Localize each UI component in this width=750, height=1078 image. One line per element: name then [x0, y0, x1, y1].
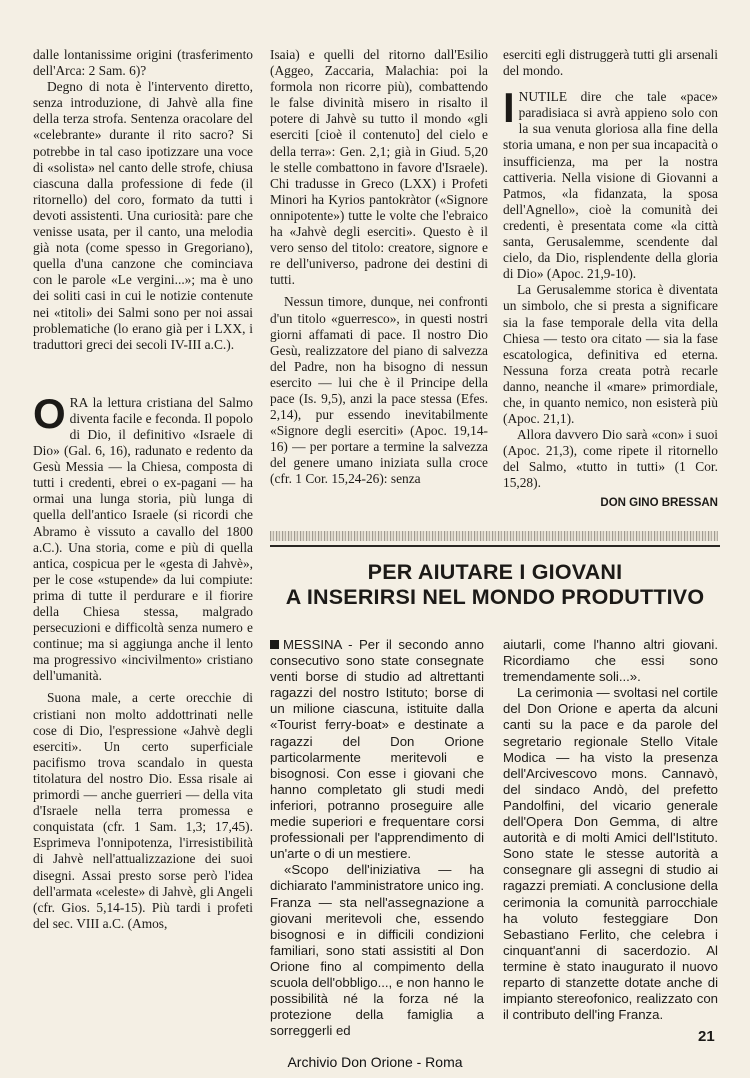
- news-headline: [270, 560, 720, 610]
- author-signature: DON GINO BRESSAN: [600, 496, 718, 509]
- paragraph: Suona male, a certe orecchie di cristiani non molto addottrinati nelle cose di Dio, l'espressione «Jahvè degli eserciti». Un certo superficiale pacifismo trova scandalo in questa titolatura del nostro Dio. Essa risale ai primordi — anche guerrieri — della vita d'Israele nella terra promessa e conquistata (cfr. 1 Sam. 1,3; 17,45). Esprimeva l'onnipotenza, l'irresistibilità di Jahvè nell'attualizzazione dei suoi disegni. Assai presto sorse però l'idea dell'armata «celeste» di Jahvè, gli Angeli (cfr. Gios. 5,14-15). Più tardi i profeti del sec. VIII a.C. (Amos,: [33, 690, 253, 931]
- headline-line-1: PER AIUTARE I GIOVANI: [367, 560, 623, 584]
- news-column-right: [503, 637, 718, 1023]
- paragraph-text: MESSINA - Per il secondo anno consecutivo sono state consegnate venti borse di studio ad altrettanti ragazzi del nostro Istituto; borse di un milione ciascuna, istituite dalla «Tourist ferry-boat» e destinate a ragazzi del Don Orione particolarmente meritevoli e bisognosi. Con esse i giovani che hanno completato gli studi medi inferiori, potranno proseguire alle medie superiori e frequentare corsi professionali per l'apprendimento di un'arte o di un mestiere.: [270, 637, 484, 862]
- drop-cap: O: [33, 389, 66, 437]
- paragraph: Isaia) e quelli del ritorno dall'Esilio (Aggeo, Zaccaria, Malachia: poi la formola non ricorre più), combattendo le false divinità misero in risalto il potere di Jahvè su tutto il mondo «gli eserciti [cioè il contenuto] del cielo e della terra»: Gen. 2,1; già in Giud. 5,20 le stelle combattono in favore d'Israele). Chi tradusse in Greco (LXX) i Profeti Minori ha Kyrios pantokràtor («Signore onnipotente») tutte le volte che l'ebraico ha «Jahvè degli eserciti». Questo è il vero senso del titolo: creatore, signore e re dell'universo, padrone dei destini di tutti.: [270, 47, 488, 288]
- paragraph-text: RA la lettura cristiana del Salmo diventa facile e feconda. Il popolo di Dio, il definitivo «Israele di Dio» (Gal. 6, 16), radunato e redento da Gesù Messia — la Chiesa, composta di tutti i credenti, ebrei o ex-pagani — ha ormai una lunga storia, più lunga di quella dell'antico Israele (si ricordi che Abramo è vissuto a cavallo del 1800 a.C.). Una storia, come e più di quella antica, cospicua per le «gesta di Jahvè», per le cose «stupende» da lui compiute: prima di tutte il perdurare e il fiorire della Chiesa stessa, malgrado persecuzioni e difficoltà senza numero e continue; ma si aggiunga anche il lento ma progressivo «incivilmento» cristiano dell'umanità.: [33, 394, 253, 684]
- divider-rule: [270, 545, 720, 547]
- paragraph: La Gerusalemme storica è diventata un simbolo, che si presta a significare sia la fase temporale della vita della Chiesa — testo ora citato — sia la fase escatologica, definitiva ed eterna. Nessuna forza creata potrà recarle danno, neanche il «mare» primordiale, che, in quanto nemico, non esisterà più (Apoc. 21,1).: [503, 282, 718, 427]
- archive-footer: Archivio Don Orione - Roma: [287, 1054, 463, 1070]
- section-lead: [503, 84, 718, 282]
- section-lead: [33, 389, 253, 685]
- paragraph: eserciti egli distruggerà tutti gli arsenali del mondo.: [503, 47, 718, 79]
- paragraph: dalle lontanissime origini (trasferimento dell'Arca: 2 Sam. 6)?: [33, 47, 253, 79]
- decorative-band: [270, 531, 718, 541]
- news-column-left: [270, 637, 484, 1039]
- headline-line-2: A INSERIRSI NEL MONDO PRODUTTIVO: [285, 585, 705, 609]
- drop-cap: I: [503, 84, 515, 132]
- paragraph: Degno di nota è l'intervento diretto, senza introduzione, di Jahvè alla fine della terza strofa. Sentenza oracolare del «celebrante» durante il rito sacro? Si potrebbe in tal caso ipotizzare una voce di «solista» nel canto delle strofe, chiusa ciascuna dalla professione di fede (il ritornello) del coro, formato da tutti i devoti assistenti. Una curiosità: pare che venisse usata, per il canto, una melodia già nota (come spesso in Gregoriano), quella d'una canzone che cominciava con le parole «Le vergini...»; ma è uno dei soliti casi in cui le notizie contenute nei «titoli» dei Salmi sono per noi assai problematiche (lo erano già per i LXX, i traduttori greci dei secoli IV-III a.C.).: [33, 79, 253, 352]
- paragraph: aiutarli, come l'hanno altri giovani. Ricordiamo che essi sono tremendamente soli...».: [503, 637, 718, 685]
- bullet-square-icon: [270, 640, 279, 649]
- paragraph: [270, 637, 484, 862]
- page-number: 21: [698, 1028, 715, 1045]
- paragraph: «Scopo dell'iniziativa — ha dichiarato l'amministratore unico ing. Franza — sta nell'assegnazione a giovani meritevoli che, essendo bisognosi e in difficili condizioni familiari, sono stati assistiti al Don Orione fino al compimento della scuola dell'obbligo..., e non hanno le possibilità né la forza né la protezione della famiglia a sorreggerli ed: [270, 862, 484, 1039]
- paragraph: Nessun timore, dunque, nei confronti d'un titolo «guerresco», in questi nostri giorni affamati di pace. Il nostro Dio Gesù, realizzatore del piano di salvezza del Padre, non ha bisogno di nessun esercito — lui che è il Principe della pace (Is. 9,5), anzi la pace stessa (Efes. 2,14), pur essendo inevitabilmente «Signore degli eserciti» (Apoc. 19,14-16) — per portare a termine la salvezza del genere umano iniziata sulla croce (cfr. 1 Cor. 15,24-26): senza: [270, 294, 488, 487]
- article-column-2: [270, 47, 488, 488]
- paragraph: Allora davvero Dio sarà «con» i suoi (Apoc. 21,3), come ripete il ritornello del Salmo, «tutto in tutti» (1 Cor. 15,28).: [503, 427, 718, 491]
- article-column-3: [503, 47, 718, 511]
- paragraph-text: NUTILE dire che tale «pace» paradisiaca si avrà appieno solo con la sua venuta gloriosa alla fine della storia umana, e non per sua incapacità o insufficienza, ma per la nostra cattiveria. Nella visione di Giovanni a Patmos, «la fidanzata, la sposa dell'Agnello», cioè la comunità dei credenti, è presentata come «la città santa, Gerusalemme, scendente dal cielo, da Dio, risplendente della gloria di Dio» (Apoc. 21,9-10).: [503, 89, 718, 282]
- paragraph: La cerimonia — svoltasi nel cortile del Don Orione e aperta da alcuni canti su la pace e da parole del segretario regionale Stello Vitale Modica — ha visto la presenza dell'Arcivescovo mons. Cannavò, del sindaco Andò, del prefetto Pandolfini, del vicario generale dell'Opera Don Gemma, di altre autorità e di molti Amici dell'Istituto. Sono state le stesse autorità a consegnare gli assegni di studio ai ragazzi premiati. A conclusione della cerimonia la comunità parrocchiale ha voluto festeggiare Don Sebastiano Ferlito, che celebra i cinquant'anni di sacerdozio. Al termine è stato inaugurato il nuovo reparto di stanzette dotate anche di impianto stereofonico, realizzato con il contributo dell'ing Franza.: [503, 685, 718, 1023]
- article-column-1: [33, 47, 253, 932]
